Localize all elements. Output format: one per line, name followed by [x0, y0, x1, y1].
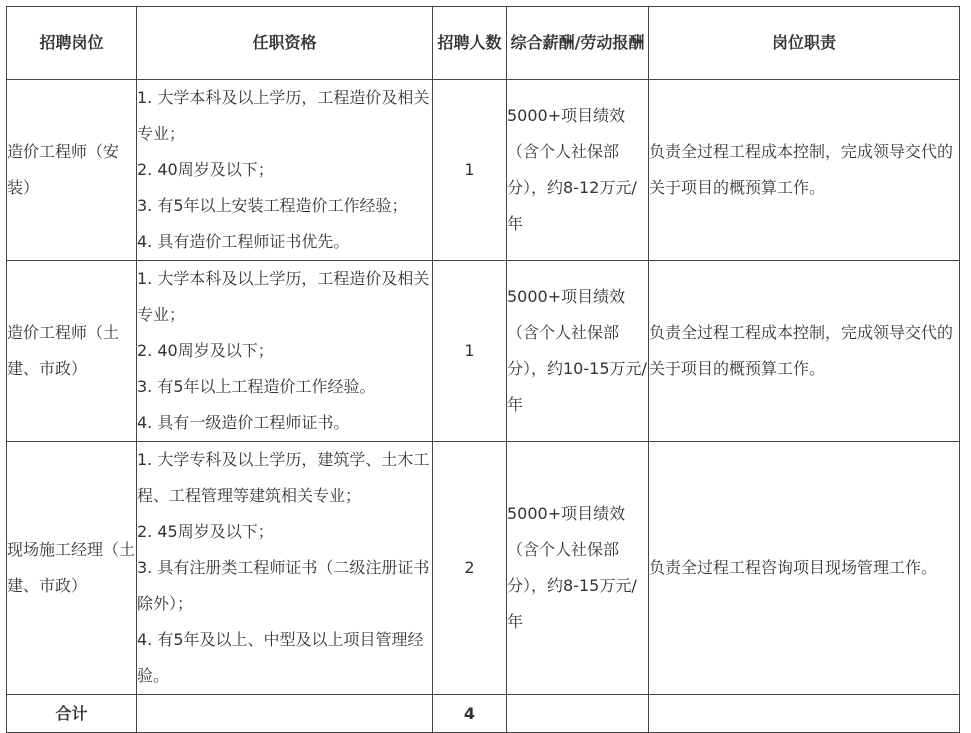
- header-salary: 综合薪酬/劳动报酬: [507, 7, 649, 80]
- requirement-item: 2. 40周岁及以下；: [137, 160, 274, 179]
- position-cell: 造价工程师（安装）: [7, 80, 137, 261]
- requirements-cell: [137, 261, 433, 442]
- headcount-cell: 1: [433, 80, 507, 261]
- table-row: [7, 261, 960, 442]
- total-empty-cell: [507, 695, 649, 733]
- headcount-cell: 1: [433, 261, 507, 442]
- duties-cell: 负责全过程工程咨询项目现场管理工作。: [649, 442, 960, 695]
- table-header-row: [7, 7, 960, 80]
- requirement-item: 4. 具有一级造价工程师证书。: [137, 413, 350, 432]
- recruitment-table: [6, 6, 960, 733]
- requirement-item: 1. 大学本科及以上学历，工程造价及相关专业；: [137, 88, 430, 143]
- requirement-item: 4. 具有造价工程师证书优先。: [137, 232, 350, 251]
- requirement-item: 1. 大学本科及以上学历，工程造价及相关专业；: [137, 269, 430, 324]
- salary-cell: 5000+项目绩效（含个人社保部分），约8-12万元/年: [507, 80, 649, 261]
- header-duties: 岗位职责: [649, 7, 960, 80]
- salary-cell: 5000+项目绩效（含个人社保部分），约10-15万元/年: [507, 261, 649, 442]
- requirement-item: 3. 具有注册类工程师证书（二级注册证书除外）；: [137, 558, 430, 613]
- table-row: [7, 442, 960, 695]
- salary-cell: 5000+项目绩效（含个人社保部分），约8-15万元/年: [507, 442, 649, 695]
- total-row: [7, 695, 960, 733]
- requirements-cell: [137, 80, 433, 261]
- total-headcount: 4: [433, 695, 507, 733]
- header-headcount: 招聘人数: [433, 7, 507, 80]
- position-cell: 现场施工经理（土建、市政）: [7, 442, 137, 695]
- requirement-item: 1. 大学专科及以上学历，建筑学、土木工程、工程管理等建筑相关专业；: [137, 450, 430, 505]
- requirement-item: 3. 有5年以上工程造价工作经验。: [137, 377, 376, 396]
- position-cell: 造价工程师（土建、市政）: [7, 261, 137, 442]
- requirement-item: 2. 45周岁及以下；: [137, 522, 274, 541]
- requirement-item: 4. 有5年及以上、中型及以上项目管理经验。: [137, 630, 424, 685]
- duties-cell: 负责全过程工程成本控制，完成领导交代的关于项目的概预算工作。: [649, 80, 960, 261]
- requirements-cell: [137, 442, 433, 695]
- header-position: 招聘岗位: [7, 7, 137, 80]
- total-empty-cell: [649, 695, 960, 733]
- requirement-item: 2. 40周岁及以下；: [137, 341, 274, 360]
- header-requirements: 任职资格: [137, 7, 433, 80]
- headcount-cell: 2: [433, 442, 507, 695]
- requirement-item: 3. 有5年以上安装工程造价工作经验；: [137, 196, 408, 215]
- duties-cell: 负责全过程工程成本控制，完成领导交代的关于项目的概预算工作。: [649, 261, 960, 442]
- total-empty-cell: [137, 695, 433, 733]
- table-row: [7, 80, 960, 261]
- total-label: 合计: [7, 695, 137, 733]
